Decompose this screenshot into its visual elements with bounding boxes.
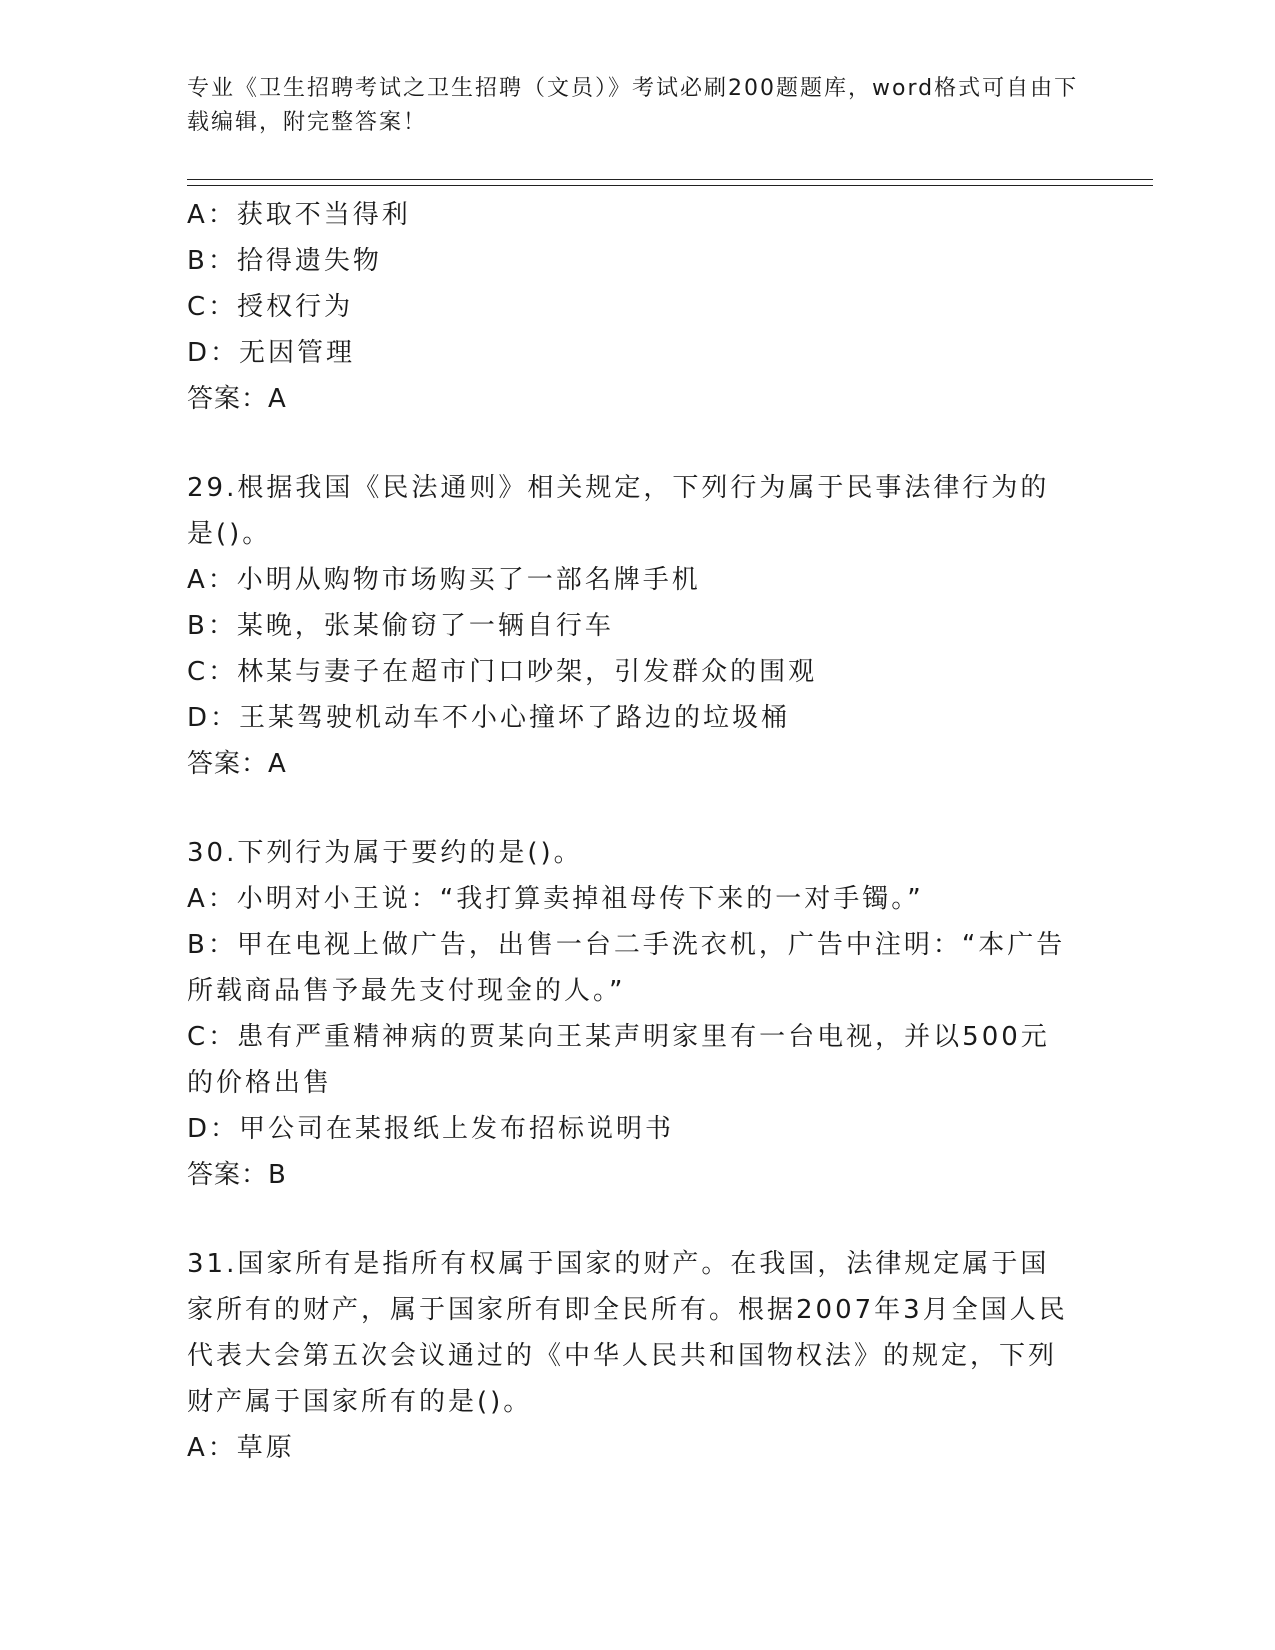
question-stem: 30.下列行为属于要约的是()。 (187, 838, 583, 868)
option-b: B：某晚，张某偷窃了一辆自行车 (187, 611, 614, 641)
option-d: D：王某驾驶机动车不小心撞坏了路边的垃圾桶 (187, 703, 791, 733)
question-list (187, 192, 1077, 1471)
answer-line: 答案：A (187, 384, 287, 414)
option-c: C：林某与妻子在超市门口吵架，引发群众的围观 (187, 657, 818, 687)
answer-line: 答案：B (187, 1160, 287, 1190)
option-d: D：甲公司在某报纸上发布招标说明书 (187, 1114, 675, 1144)
question-28-block (187, 192, 1077, 422)
question-stem: 29.根据我国《民法通则》相关规定，下列行为属于民事法律行为的是()。 (187, 473, 1050, 549)
question-29-block (187, 465, 1077, 787)
option-a: A：小明对小王说：“我打算卖掉祖母传下来的一对手镯。” (187, 884, 924, 914)
header-divider-top (187, 179, 1153, 180)
option-d: D：无因管理 (187, 338, 356, 368)
spacer (187, 422, 1077, 465)
option-b: B：拾得遗失物 (187, 246, 382, 276)
option-c: C：授权行为 (187, 292, 354, 322)
question-stem: 31.国家所有是指所有权属于国家的财产。在我国，法律规定属于国家所有的财产，属于国家所有即全民所有。根据2007年3月全国人民代表大会第五次会议通过的《中华人民共和国物权法》的规定，下列财产属于国家所有的是()。 (187, 1249, 1068, 1417)
option-c: C：患有严重精神病的贾某向王某声明家里有一台电视，并以500元的价格出售 (187, 1022, 1050, 1098)
document-header (187, 72, 1087, 140)
spacer (187, 1198, 1077, 1241)
option-a: A：小明从购物市场购买了一部名牌手机 (187, 565, 701, 595)
option-a: A：获取不当得利 (187, 200, 411, 230)
answer-line: 答案：A (187, 749, 287, 779)
question-30-block (187, 830, 1077, 1198)
spacer (187, 787, 1077, 830)
header-title: 专业《卫生招聘考试之卫生招聘（文员）》考试必刷200题题库，word格式可自由下载编辑，附完整答案！ (187, 76, 1079, 135)
option-a: A：草原 (187, 1433, 295, 1463)
option-b: B：甲在电视上做广告，出售一台二手洗衣机，广告中注明：“本广告所载商品售予最先支付现金的人。” (187, 930, 1066, 1006)
header-divider-bottom (187, 185, 1153, 186)
question-31-block (187, 1241, 1077, 1471)
